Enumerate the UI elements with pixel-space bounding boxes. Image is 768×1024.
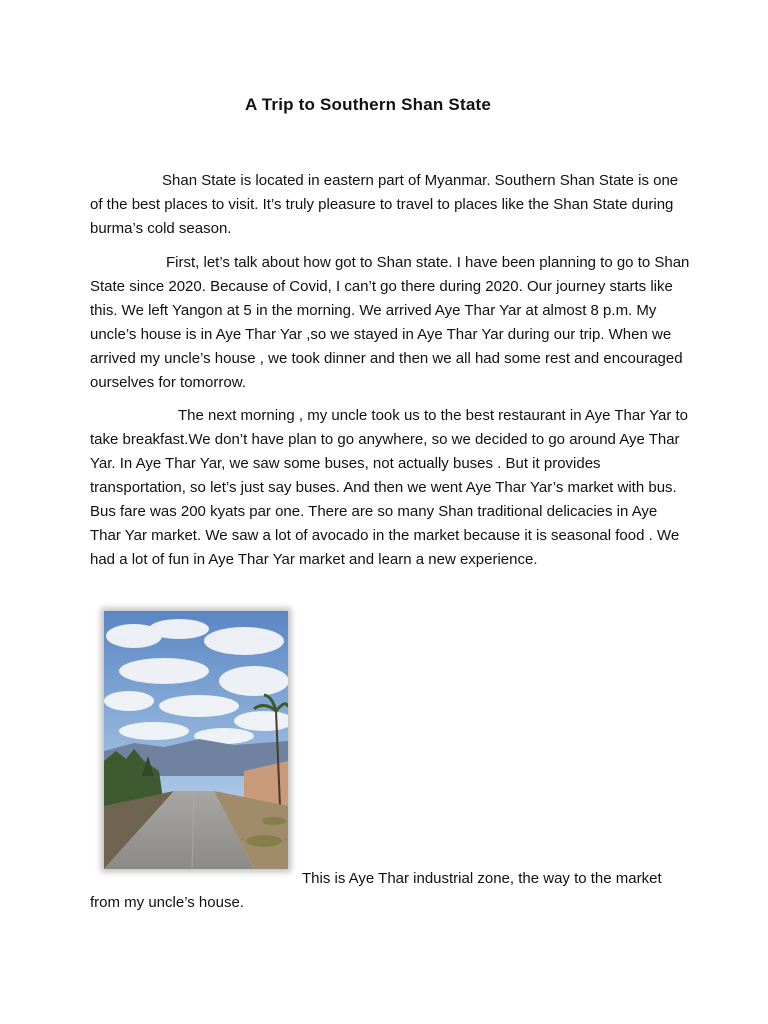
document-title: A Trip to Southern Shan State — [244, 95, 492, 114]
photo-caption: This is Aye Thar industrial zone, the way to the market from my uncle’s house. — [90, 870, 662, 911]
paragraph-journey: First, let’s talk about how got to Shan state. I have been planning to go to Shan State since 2020. Because of Covid, I can’t go there during 2020. Our journey starts like this. We left Yangon at 5 in the morning. We arrived Aye Thar Yar at almost 8 p.m. My uncle’s house is in Aye Thar Yar ,so we stayed in Aye Thar Yar during our trip. When we arrived my uncle’s house , we took dinner and then we all had some rest and encouraged ourselves for tomorrow. — [90, 254, 690, 391]
paragraph-intro: Shan State is located in eastern part of Myanmar. Southern Shan State is one of the best places to visit. It’s truly pleasure to travel to places like the Shan State during burma’s cold season. — [90, 172, 679, 237]
paragraph-next-morning: The next morning , my uncle took us to the best restaurant in Aye Thar Yar to take breakfast.We don’t have plan to go anywhere, so we decided to go around Aye Thar Yar. In Aye Thar Yar, we saw some buses, not actually buses . But it provides transportation, so let’s just say buses. And then we went Aye Thar Yar’s market with bus. Bus fare was 200 kyats par one. There are so many Shan traditional delicacies in Aye Thar Yar market. We saw a lot of avocado in the market because it is seasonal food . We had a lot of fun in Aye Thar Yar market and learn a new experience. — [90, 407, 688, 568]
road-photo — [104, 611, 288, 869]
